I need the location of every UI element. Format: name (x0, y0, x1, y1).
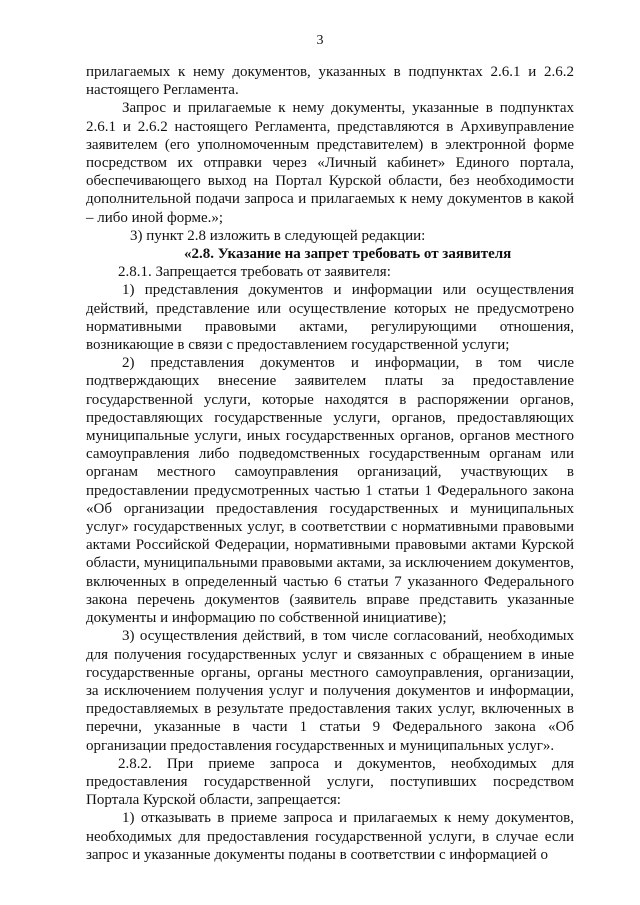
paragraph-subitem-2: 2) представления документов и информации, в том числе подтверждающих внесение заявителем платы за предоставление государственной услуги, которые находятся в распоряжении органов, предоставляющих государственные услуги, органов, предоставляющих муниципальные услуги, иных государственных органов, органов местного самоуправления либо подведомственных государственным органам или органам местного самоуправления организаций, участвующих в предоставлении предусмотренных частью 1 статьи 1 Федерального закона «Об организации предоставления государственных и муниципальных услуг» государственных услуг, в соответствии с нормативными правовыми актами Российской Федерации, нормативными правовыми актами Курской области, муниципальными правовыми актами, за исключением документов, включенных в определенный частью 6 статьи 7 указанного Федерального закона перечень документов (заявитель вправе представить указанные документы и информацию по собственной инициативе); (86, 355, 574, 627)
paragraph-subitem-1: 1) представления документов и информации или осуществления действий, представление или осуществление которых не предусмотрено нормативными правовыми актами, регулирующими отношения, возникающие в связи с предоставлением государственной услуги; (86, 282, 574, 354)
paragraph-subitem-3: 3) осуществления действий, в том числе согласований, необходимых для получения государственных услуг и связанных с обращением в иные государственные органы, органы местного самоуправления, организации, за исключением получения услуг и получения документов и информации, предоставляемых в результате предоставления таких услуг, включенных в перечни, указанные в части 1 статьи 9 Федерального закона «Об организации предоставления государственных и муниципальных услуг». (86, 628, 574, 754)
paragraph-amendment-item: 3) пункт 2.8 изложить в следующей редакции: (130, 227, 426, 244)
page-number: 3 (316, 33, 324, 48)
paragraph-continuation: прилагаемых к нему документов, указанных в подпунктах 2.6.1 и 2.6.2 настоящего Регламента. (86, 64, 574, 99)
document-body (86, 63, 574, 864)
paragraph-clause-2-8-2: 2.8.2. При приеме запроса и документов, необходимых для предоставления государственной услуги, поступивших посредством Портала Курской области, запрещается: (86, 755, 574, 809)
section-heading: «2.8. Указание на запрет требовать от заявителя (184, 246, 512, 263)
paragraph-request-submission: Запрос и прилагаемые к нему документы, указанные в подпунктах 2.6.1 и 2.6.2 настоящего Регламента, представляются в Архивуправление заявителем (его уполномоченным представителем) в электронной форме посредством их отправки через «Личный кабинет» Единого портала, обеспечивающего выход на Портал Курской области, без необходимости дополнительной подачи запроса и прилагаемых к нему документов в какой – либо иной форме.»; (86, 100, 574, 226)
paragraph-clause-2-8-2-subitem-1: 1) отказывать в приеме запроса и прилагаемых к нему документов, необходимых для предоставления государственной услуги, в случае если запрос и указанные документы поданы в соответствии с информацией о (86, 810, 574, 863)
paragraph-clause-2-8-1: 2.8.1. Запрещается требовать от заявителя: (118, 264, 391, 281)
